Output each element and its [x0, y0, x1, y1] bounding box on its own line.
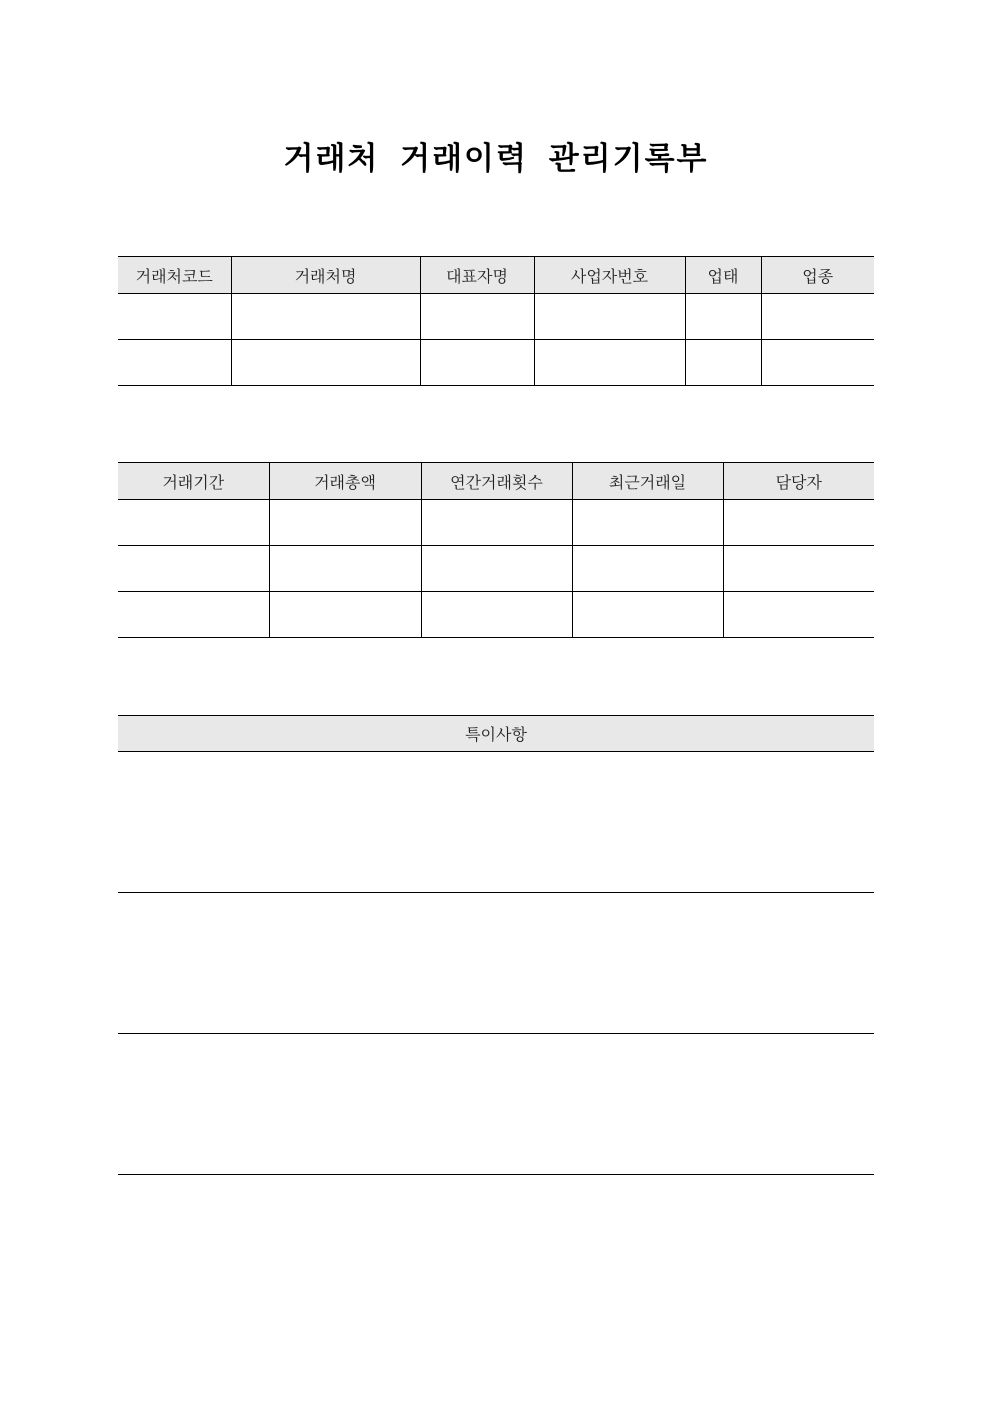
cell-transaction-period[interactable] [118, 546, 269, 592]
cell-note[interactable] [118, 1034, 874, 1175]
cell-business-type[interactable] [685, 294, 761, 340]
cell-business-number[interactable] [534, 340, 685, 386]
table-row [118, 1034, 874, 1175]
header-annual-count: 연간거래횟수 [421, 463, 572, 500]
header-special-notes: 특이사항 [118, 716, 874, 752]
table-header-row [118, 463, 874, 500]
cell-company-code[interactable] [118, 340, 231, 386]
header-transaction-total: 거래총액 [269, 463, 421, 500]
cell-company-name[interactable] [231, 340, 420, 386]
table-row [118, 340, 874, 386]
table-row [118, 752, 874, 893]
cell-business-category[interactable] [761, 294, 874, 340]
cell-business-number[interactable] [534, 294, 685, 340]
transaction-history-table [118, 462, 874, 638]
header-transaction-period: 거래기간 [118, 463, 269, 500]
cell-representative[interactable] [420, 340, 534, 386]
cell-business-category[interactable] [761, 340, 874, 386]
header-company-code: 거래처코드 [118, 257, 231, 294]
cell-transaction-total[interactable] [269, 500, 421, 546]
cell-annual-count[interactable] [421, 592, 572, 638]
cell-last-transaction-date[interactable] [572, 546, 723, 592]
page-title: 거래처 거래이력 관리기록부 [283, 141, 709, 177]
table-row [118, 893, 874, 1034]
cell-annual-count[interactable] [421, 546, 572, 592]
header-last-transaction-date: 최근거래일 [572, 463, 723, 500]
table-row [118, 546, 874, 592]
table-row [118, 294, 874, 340]
header-representative: 대표자명 [420, 257, 534, 294]
cell-transaction-total[interactable] [269, 546, 421, 592]
cell-annual-count[interactable] [421, 500, 572, 546]
header-business-number: 사업자번호 [534, 257, 685, 294]
table-header-row [118, 257, 874, 294]
cell-last-transaction-date[interactable] [572, 592, 723, 638]
table-row [118, 500, 874, 546]
cell-transaction-period[interactable] [118, 592, 269, 638]
cell-last-transaction-date[interactable] [572, 500, 723, 546]
header-company-name: 거래처명 [231, 257, 420, 294]
table-row [118, 592, 874, 638]
cell-business-type[interactable] [685, 340, 761, 386]
cell-note[interactable] [118, 893, 874, 1034]
company-info-table [118, 256, 874, 386]
cell-representative[interactable] [420, 294, 534, 340]
header-business-category: 업종 [761, 257, 874, 294]
cell-manager[interactable] [723, 500, 874, 546]
cell-transaction-period[interactable] [118, 500, 269, 546]
header-business-type: 업태 [685, 257, 761, 294]
cell-transaction-total[interactable] [269, 592, 421, 638]
cell-company-name[interactable] [231, 294, 420, 340]
cell-manager[interactable] [723, 592, 874, 638]
cell-note[interactable] [118, 752, 874, 893]
cell-company-code[interactable] [118, 294, 231, 340]
header-manager: 담당자 [723, 463, 874, 500]
special-notes-table [118, 715, 874, 1175]
cell-manager[interactable] [723, 546, 874, 592]
table-header-row [118, 716, 874, 752]
